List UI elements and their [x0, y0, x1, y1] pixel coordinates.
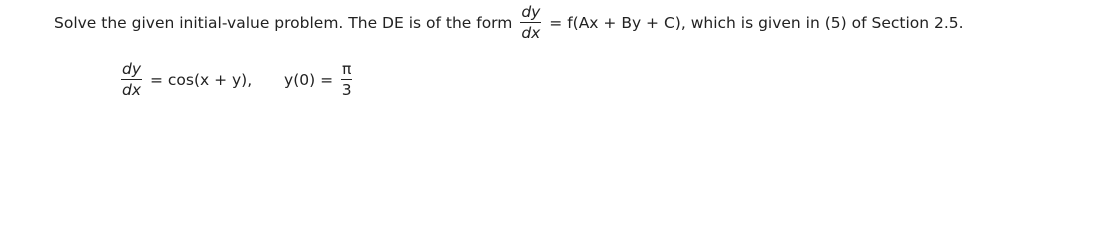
dy-dx-fraction [121, 60, 142, 99]
fraction-denominator: dx [521, 24, 541, 42]
equation-rhs: = cos(x + y), [149, 70, 253, 89]
intro-text: Solve the given initial-value problem. The DE is of the form [54, 13, 513, 32]
initial-condition-lhs: y(0) = [284, 70, 334, 89]
differential-equation [118, 60, 355, 104]
fraction-numerator: dy [122, 60, 142, 78]
pi-over-three-fraction [341, 60, 352, 99]
fraction-denominator: dx [122, 81, 142, 99]
fraction-numerator: π [342, 60, 352, 78]
fraction-numerator: dy [521, 3, 541, 21]
problem-statement [54, 3, 964, 47]
fraction-denominator: 3 [341, 81, 352, 99]
dy-dx-fraction [520, 3, 541, 42]
form-rhs-text: = f(Ax + By + C), which is given in (5) of Section 2.5. [549, 13, 964, 32]
